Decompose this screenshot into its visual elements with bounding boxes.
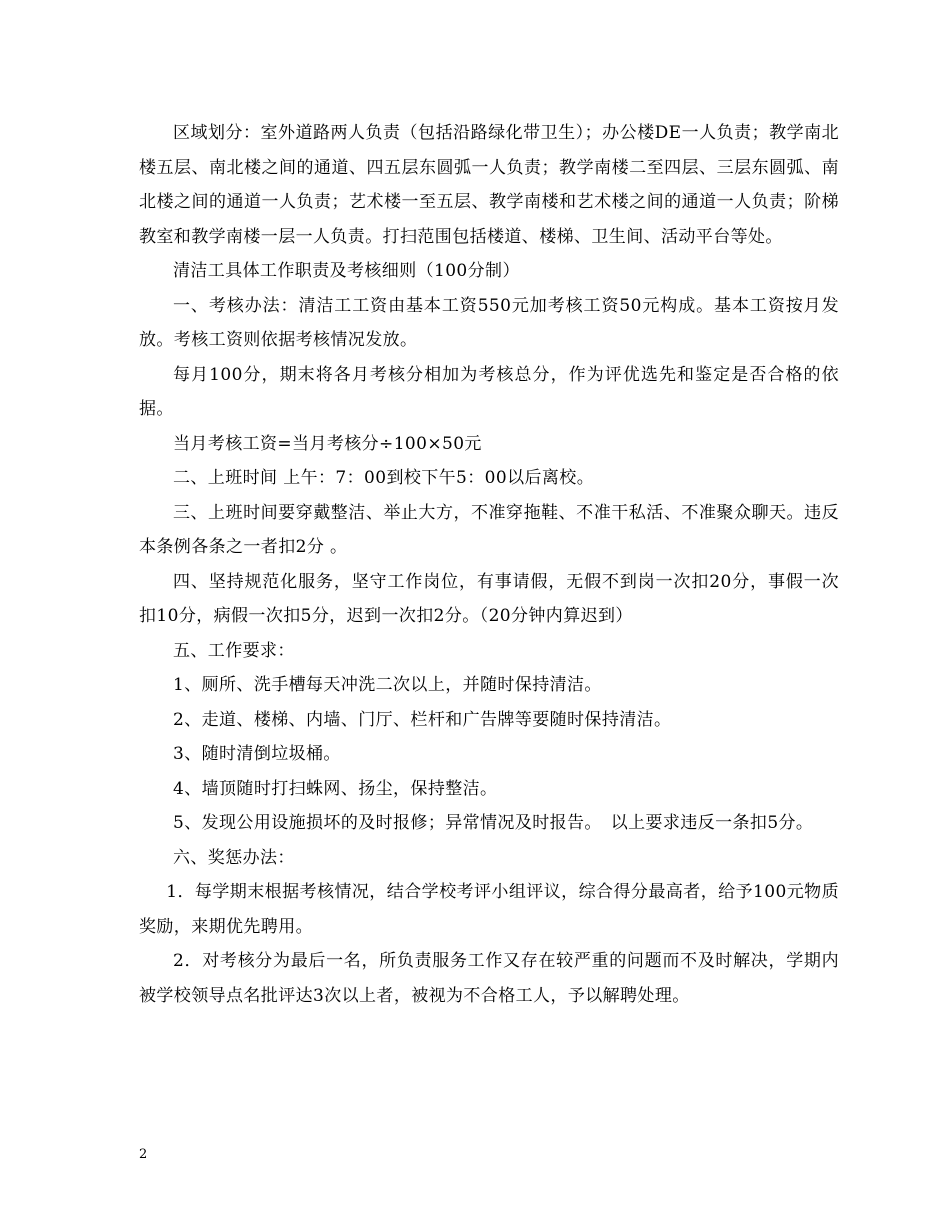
page-number: 2 (139, 1147, 148, 1162)
paragraph-section-title: 清洁工具体工作职责及考核细则（100分制） (173, 261, 520, 281)
paragraph-work-hours: 二、上班时间 上午：7：00到校下午5：00以后离校。 (173, 468, 595, 488)
document-body (139, 116, 839, 1013)
list-item-reward-1: 1．每学期末根据考核情况，结合学校考评小组评议，综合得分最高者，给予100元物质奖励，来期优先聘用。 (139, 882, 839, 937)
paragraph-work-requirements-heading: 五、工作要求： (173, 640, 295, 661)
paragraph-rewards-heading: 六、奖惩办法： (173, 847, 295, 868)
paragraph-attendance: 四、坚持规范化服务，坚守工作岗位，有事请假，无假不到岗一次扣20分，事假一次扣10分，病假一次扣5分，迟到一次扣2分。（20分钟内算迟到） (139, 571, 839, 626)
paragraph-dress-code: 三、上班时间要穿戴整洁、举止大方，不准穿拖鞋、不准干私活、不准聚众聊天。违反本条例各条之一者扣2分 。 (139, 502, 839, 557)
list-item-requirement-5: 5、发现公用设施损坏的及时报修；异常情况及时报告。 以上要求违反一条扣5分。 (173, 813, 814, 833)
list-item-reward-2: 2．对考核分为最后一名，所负责服务工作又存在较严重的问题而不及时解决，学期内被学校领导点名批评达3次以上者，被视为不合格工人，予以解聘处理。 (139, 951, 839, 1006)
list-item-requirement-3: 3、随时清倒垃圾桶。 (173, 744, 341, 764)
list-item-requirement-4: 4、墙顶随时打扫蛛网、扬尘，保持整洁。 (173, 778, 498, 799)
list-item-requirement-2: 2、走道、楼梯、内墙、门厅、栏杆和广告牌等要随时保持清洁。 (173, 709, 672, 730)
paragraph-salary-formula: 当月考核工资=当月考核分÷100×50元 (173, 433, 482, 454)
list-item-requirement-1: 1、厕所、洗手槽每天冲洗二次以上，并随时保持清洁。 (173, 675, 602, 695)
paragraph-area-division: 区域划分：室外道路两人负责（包括沿路绿化带卫生）；办公楼DE一人负责；教学南北楼五层、南北楼之间的通道、四五层东圆弧一人负责；教学南楼二至四层、三层东圆弧、南北楼之间的通道一人负责；艺术楼一至五层、教学南楼和艺术楼之间的通道一人负责；阶梯教室和教学南楼一层一人负责。打扫范围包括楼道、楼梯、卫生间、活动平台等处。 (139, 123, 839, 247)
paragraph-assessment-method: 一、考核办法：清洁工工资由基本工资550元加考核工资50元构成。基本工资按月发放。考核工资则依据考核情况发放。 (139, 295, 839, 350)
paragraph-monthly-score: 每月100分，期末将各月考核分相加为考核总分，作为评优选先和鉴定是否合格的依据。 (139, 364, 839, 419)
